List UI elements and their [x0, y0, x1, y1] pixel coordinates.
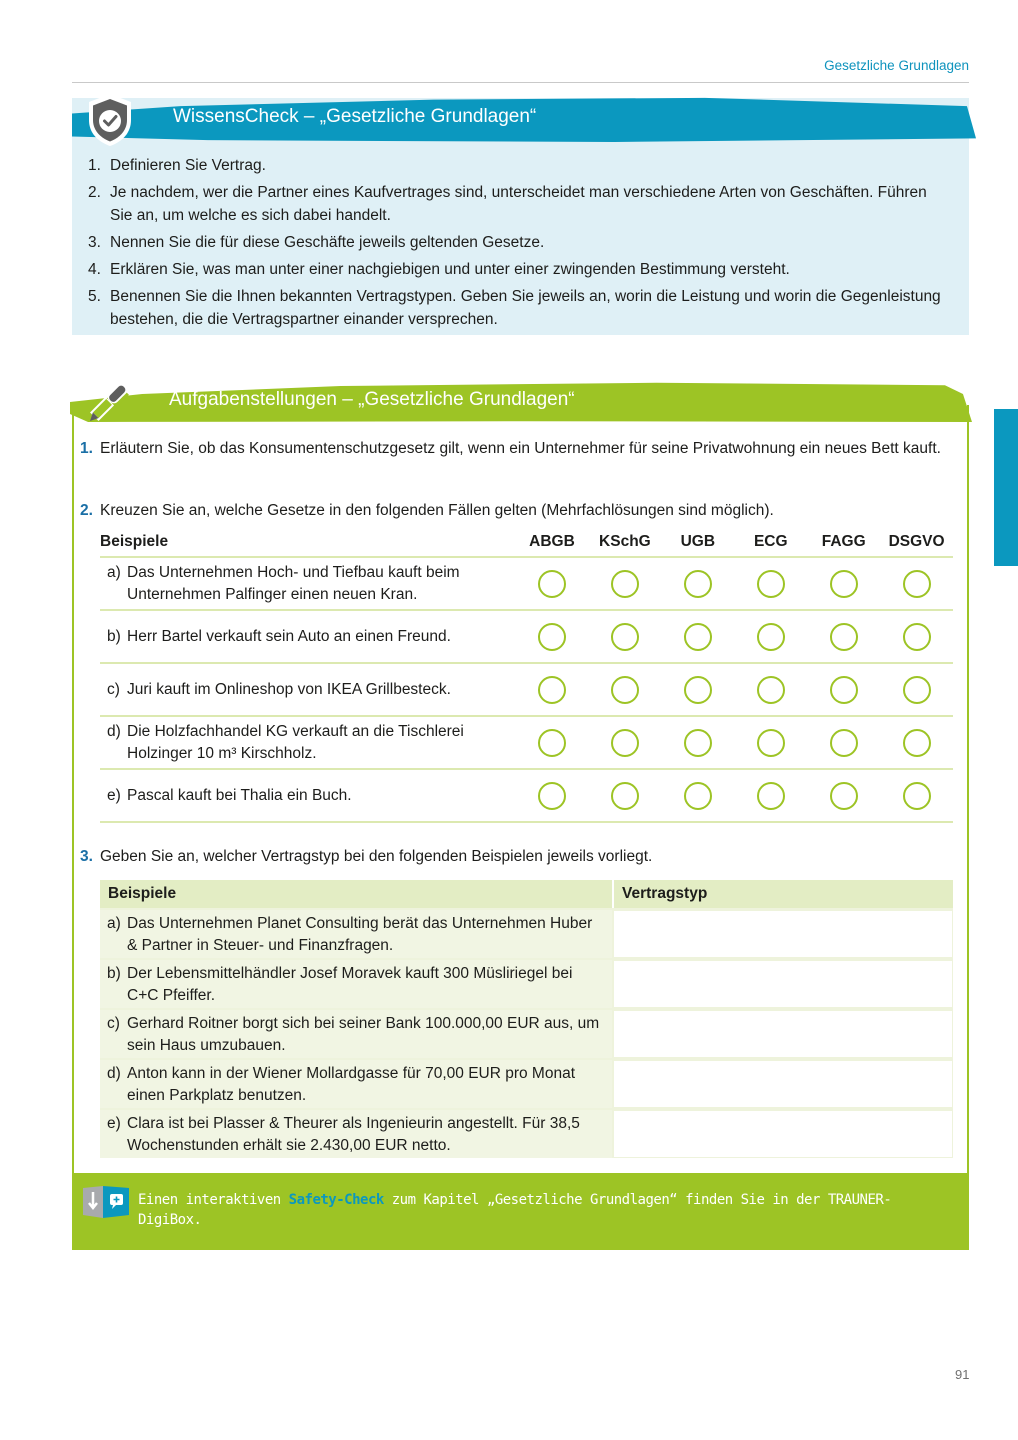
row-letter: a): [107, 915, 121, 932]
example-cell: [100, 1110, 612, 1158]
task-text: Kreuzen Sie an, welche Gesetze in den folgenden Fällen gelten (Mehrfachlösungen sind möglich).: [100, 502, 774, 519]
shield-check-icon: [86, 92, 134, 148]
digibox-text: [138, 1190, 918, 1230]
task-number: 2.: [80, 502, 93, 519]
table-row: [100, 611, 953, 664]
row-text: Juri kauft im Onlineshop von IKEA Grillbesteck.: [127, 680, 451, 698]
item-number: 1.: [88, 157, 101, 174]
example-cell: [100, 960, 612, 1008]
row-label: [100, 626, 516, 648]
table-row: [100, 1108, 953, 1158]
table-header: [100, 528, 953, 558]
item-text: Benennen Sie die Ihnen bekannten Vertragstypen. Geben Sie jeweils an, worin die Leistung und worin die Gegenleistung bestehen, die die Vertragspartner einander versprechen.: [110, 288, 941, 328]
row-letter: b): [107, 627, 121, 645]
item-text: Je nachdem, wer die Partner eines Kaufvertrages sind, unterscheidet man verschiedene Arten von Geschäften. Führen Sie an, um welche es sich dabei handelt.: [110, 184, 927, 224]
fagg-checkbox[interactable]: [830, 570, 858, 598]
page-number: 91: [955, 1367, 970, 1382]
row-letter: c): [107, 1015, 120, 1032]
law-checkbox-table: [100, 528, 953, 823]
row-text: Die Holzfachhandel KG verkauft an die Tischlerei Holzinger 10 m³ Kirschholz.: [127, 722, 464, 762]
kschg-checkbox[interactable]: [611, 676, 639, 704]
row-letter: e): [107, 1115, 121, 1132]
row-letter: d): [107, 1065, 121, 1082]
ugb-checkbox[interactable]: [684, 570, 712, 598]
running-header-title: Gesetzliche Grundlagen: [824, 58, 969, 73]
task-number: 1.: [80, 440, 93, 457]
table-row: [100, 558, 953, 611]
header-divider: [72, 82, 969, 83]
item-number: 4.: [88, 261, 101, 278]
table-row: [100, 1008, 953, 1058]
column-header-beispiele: Beispiele: [100, 533, 169, 550]
chapter-side-tab: [994, 409, 1018, 566]
digibox-icon: [81, 1185, 131, 1218]
row-text: Clara ist bei Plasser & Theurer als Ingenieurin angestellt. Für 38,5 Wochenstunden erhält sie 2.430,00 EUR netto.: [127, 1115, 580, 1154]
row-label: [100, 679, 516, 701]
wissenscheck-question-list: [88, 154, 948, 335]
digibox-text-before: Einen interaktiven: [138, 1192, 289, 1208]
fagg-checkbox[interactable]: [830, 676, 858, 704]
digibox-text-after: zum Kapitel „Gesetzliche Grundlagen“ finden Sie in der TRAUNER-DigiBox.: [138, 1192, 892, 1228]
table-row: [100, 908, 953, 958]
task-3: [80, 846, 960, 868]
example-cell: [100, 1060, 612, 1108]
list-item: [88, 258, 948, 281]
kschg-checkbox[interactable]: [611, 729, 639, 757]
safety-check-link[interactable]: Safety-Check: [288, 1192, 384, 1208]
column-header-vertragstyp: Vertragstyp: [612, 880, 953, 908]
vertragstyp-answer-field[interactable]: [612, 960, 953, 1008]
abgb-checkbox[interactable]: [538, 782, 566, 810]
fagg-checkbox[interactable]: [830, 623, 858, 651]
vertragstyp-answer-field[interactable]: [612, 1110, 953, 1158]
row-text: Anton kann in der Wiener Mollardgasse für 70,00 EUR pro Monat einen Parkplatz benutzen.: [127, 1065, 576, 1104]
row-text: Gerhard Roitner borgt sich bei seiner Bank 100.000,00 EUR aus, um sein Haus umzubauen.: [127, 1015, 600, 1054]
dsgvo-checkbox[interactable]: [903, 623, 931, 651]
row-letter: a): [107, 563, 121, 581]
table-header: [100, 880, 953, 908]
column-header-kschg: KSchG: [599, 533, 651, 550]
item-number: 3.: [88, 234, 101, 251]
vertragstyp-answer-field[interactable]: [612, 1060, 953, 1108]
item-text: Erklären Sie, was man unter einer nachgiebigen und unter einer zwingenden Bestimmung versteht.: [110, 261, 790, 278]
vertragstyp-answer-field[interactable]: [612, 910, 953, 958]
vertragstyp-answer-field[interactable]: [612, 1010, 953, 1058]
column-header-ugb: UGB: [680, 533, 716, 550]
column-header-fagg: FAGG: [821, 533, 866, 550]
row-label: [100, 785, 516, 807]
abgb-checkbox[interactable]: [538, 729, 566, 757]
item-number: 2.: [88, 184, 101, 201]
aufgaben-title: Aufgabenstellungen – „Gesetzliche Grundlagen“: [169, 389, 575, 410]
list-item: [88, 231, 948, 254]
example-cell: [100, 1010, 612, 1058]
row-letter: d): [107, 722, 121, 740]
item-text: Definieren Sie Vertrag.: [110, 157, 266, 174]
kschg-checkbox[interactable]: [611, 623, 639, 651]
contract-type-table: [100, 880, 953, 1158]
abgb-checkbox[interactable]: [538, 623, 566, 651]
column-header-ecg: ECG: [753, 533, 788, 550]
dsgvo-checkbox[interactable]: [903, 570, 931, 598]
row-text: Herr Bartel verkauft sein Auto an einen Freund.: [127, 627, 451, 645]
example-cell: [100, 910, 612, 958]
wissenscheck-title: WissensCheck – „Gesetzliche Grundlagen“: [173, 106, 537, 127]
column-header-beispiele: Beispiele: [108, 885, 177, 902]
table-row: [100, 717, 953, 770]
row-letter: e): [107, 786, 121, 804]
dsgvo-checkbox[interactable]: [903, 676, 931, 704]
list-item: [88, 181, 948, 227]
row-label: [100, 562, 516, 606]
task-1: [80, 438, 960, 460]
ugb-checkbox[interactable]: [684, 782, 712, 810]
task-number: 3.: [80, 848, 93, 865]
task-2: [80, 500, 960, 522]
row-letter: b): [107, 965, 121, 982]
kschg-checkbox[interactable]: [611, 570, 639, 598]
column-header-abgb: ABGB: [529, 533, 575, 550]
column-header-dsgvo: DSGVO: [888, 533, 945, 550]
task-text: Geben Sie an, welcher Vertragstyp bei den folgenden Beispielen jeweils vorliegt.: [100, 848, 653, 865]
item-number: 5.: [88, 288, 101, 305]
abgb-checkbox[interactable]: [538, 570, 566, 598]
kschg-checkbox[interactable]: [611, 782, 639, 810]
row-label: [100, 721, 516, 765]
item-text: Nennen Sie die für diese Geschäfte jeweils geltenden Gesetze.: [110, 234, 545, 251]
ecg-checkbox[interactable]: [757, 729, 785, 757]
ecg-checkbox[interactable]: [757, 676, 785, 704]
ugb-checkbox[interactable]: [684, 676, 712, 704]
pen-icon: [84, 380, 130, 428]
row-text: Pascal kauft bei Thalia ein Buch.: [127, 786, 352, 804]
dsgvo-checkbox[interactable]: [903, 729, 931, 757]
table-row: [100, 664, 953, 717]
ecg-checkbox[interactable]: [757, 782, 785, 810]
ugb-checkbox[interactable]: [684, 729, 712, 757]
dsgvo-checkbox[interactable]: [903, 782, 931, 810]
task-text: Erläutern Sie, ob das Konsumentenschutzgesetz gilt, wenn ein Unternehmer für seine Privatwohnung ein neues Bett kauft.: [100, 440, 941, 457]
table-row: [100, 770, 953, 823]
row-text: Der Lebensmittelhändler Josef Moravek kauft 300 Müsliriegel bei C+C Pfeiffer.: [127, 965, 573, 1004]
row-text: Das Unternehmen Planet Consulting berät das Unternehmen Huber & Partner in Steuer- und Finanzfragen.: [127, 915, 593, 954]
row-text: Das Unternehmen Hoch- und Tiefbau kauft beim Unternehmen Palfinger einen neuen Kran.: [127, 563, 460, 603]
ecg-checkbox[interactable]: [757, 623, 785, 651]
row-letter: c): [107, 680, 120, 698]
list-item: [88, 285, 948, 331]
ecg-checkbox[interactable]: [757, 570, 785, 598]
fagg-checkbox[interactable]: [830, 729, 858, 757]
fagg-checkbox[interactable]: [830, 782, 858, 810]
ugb-checkbox[interactable]: [684, 623, 712, 651]
abgb-checkbox[interactable]: [538, 676, 566, 704]
table-row: [100, 1058, 953, 1108]
table-row: [100, 958, 953, 1008]
list-item: [88, 154, 948, 177]
